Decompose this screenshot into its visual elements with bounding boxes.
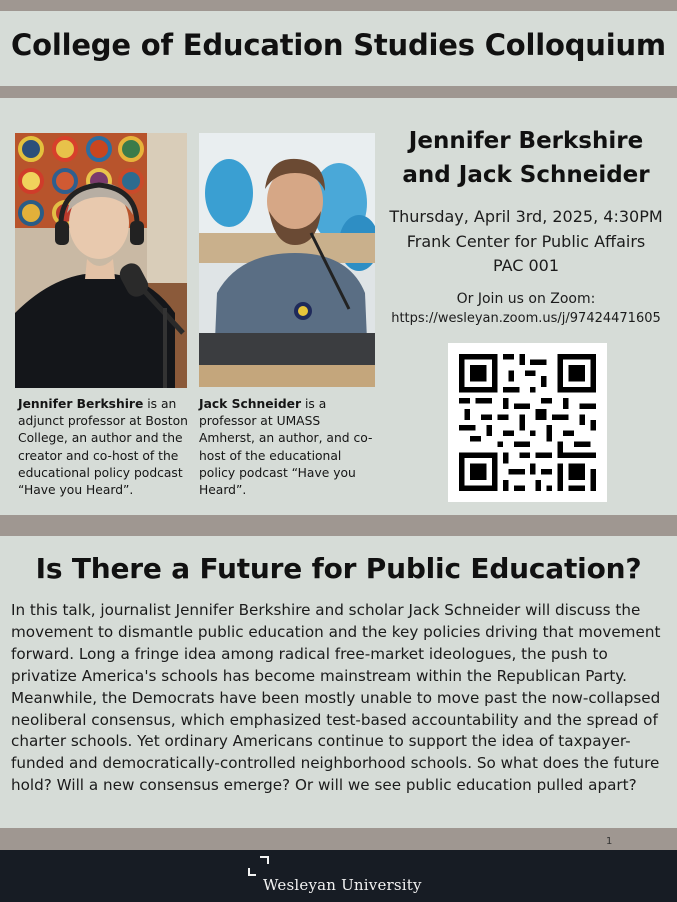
jack-schneider-photo <box>199 133 375 387</box>
header-divider <box>0 86 677 98</box>
event-room: PAC 001 <box>492 256 560 275</box>
page-title: College of Education Studies Colloquium <box>11 28 666 62</box>
bio-name: Jennifer Berkshire <box>18 397 144 411</box>
zoom-label: Or Join us on Zoom: <box>456 291 596 307</box>
bio-text: is a professor at UMASS Amherst, an author, and co-host of the educational policy podcast “Have you Heard”. <box>199 397 373 498</box>
jennifer-berkshire-bio <box>18 396 192 499</box>
zoom-link[interactable]: https://wesleyan.zoom.us/j/97424471605 <box>391 311 661 326</box>
page-number: 1 <box>606 836 613 847</box>
bio-text: is an adjunct professor at Boston College, an author and the creator and co-host of the educational policy podcast “Have you Heard”. <box>18 397 188 498</box>
jack-schneider-bio <box>199 396 379 499</box>
talk-title: Is There a Future for Public Education? <box>35 552 642 585</box>
zoom-qr-code[interactable] <box>448 343 607 502</box>
speaker-names: Jennifer Berkshire and Jack Schneider <box>402 128 650 188</box>
event-venue: Frank Center for Public Affairs <box>406 232 646 251</box>
top-band <box>0 0 677 11</box>
event-date: Thursday, April 3rd, 2025, 4:30PM <box>389 207 663 226</box>
bio-name: Jack Schneider <box>199 397 302 411</box>
section-divider <box>0 515 677 536</box>
jennifer-berkshire-photo <box>15 133 187 388</box>
talk-abstract: In this talk, journalist Jennifer Berkshire and scholar Jack Schneider will discuss the movement to dismantle public education and the key policies driving that movement forward. Long a fringe idea among radical free-market ideologues, the push to privatize America's schools has become mainstream within the Republican Party. Meanwhile, the Democrats have been mostly unable to move past the now-collapsed neoliberal consensus, which emphasized test-based accountability and the spread of charter schools. Yet ordinary Americans continue to support the idea of taxpayer-funded and democratically-controlled neighborhood schools. So what does the future hold? Will a new consensus emerge? Or will we see public education pulled apart? <box>11 601 661 795</box>
bottom-band <box>0 828 677 850</box>
university-name: Wesleyan University <box>263 876 422 894</box>
